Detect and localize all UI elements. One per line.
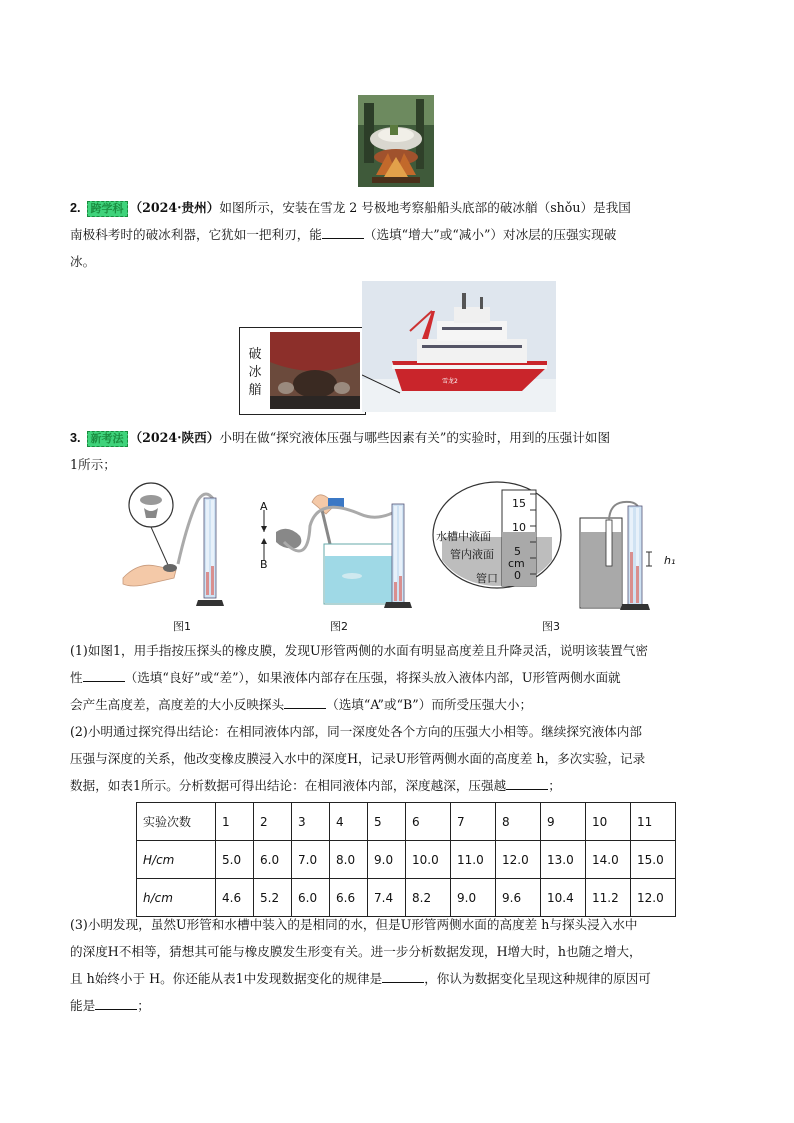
q3-number: 3. <box>70 431 81 445</box>
table-cell: h/cm <box>137 879 216 917</box>
point-b-label: B <box>260 558 268 571</box>
table-cell: 12.0 <box>631 879 676 917</box>
table-cell: 9.0 <box>451 879 496 917</box>
table-cell: 7 <box>451 803 496 841</box>
q3-part3-text-1: (3)小明发现，虽然U形管和水槽中装入的是相同的水，但是U形管两侧水面的高度差 h与探头浸入水中 <box>70 917 638 932</box>
table-cell: 8.0 <box>330 841 368 879</box>
tube-level-label: 管内液面 <box>450 548 494 561</box>
q3-part1-text-3a: 会产生高度差，高度差的大小反映探头 <box>70 697 285 712</box>
table-cell: 9 <box>541 803 586 841</box>
icebreaker-inset <box>239 327 366 415</box>
q3-part3-blank-2[interactable] <box>95 997 137 1010</box>
q2-text-2b: （选填“增大”或“减小”）对冰层的压强实现破 <box>363 227 617 242</box>
q3-part2-line1 <box>70 718 730 745</box>
q3-text-2: 1所示； <box>70 457 116 472</box>
figure-2-diagram <box>248 486 428 610</box>
tube-mouth-label: 管口 <box>476 572 498 585</box>
q3-part2-text-2: 压强与深度的关系，他改变橡皮膜浸入水中的深度H，记录U形管两侧水面的高度差 h，多次实验，记录 <box>70 751 646 766</box>
q3-part3-text-4a: 能是 <box>70 998 96 1013</box>
q3-line1 <box>70 424 730 452</box>
table-cell: 8 <box>496 803 541 841</box>
scale-tick-15: 15 <box>512 497 526 510</box>
table-cell: 3 <box>292 803 330 841</box>
q3-part3-line2 <box>70 938 730 965</box>
tank-level-label: 水槽中液面 <box>436 530 491 543</box>
table-cell: 12.0 <box>496 841 541 879</box>
q3-part1-text-2a: 性 <box>70 670 83 685</box>
table-cell: 4 <box>330 803 368 841</box>
figure-1-diagram <box>118 480 238 610</box>
q3-part3-line4 <box>70 992 730 1019</box>
table-cell: H/cm <box>137 841 216 879</box>
table-cell: 11 <box>631 803 676 841</box>
scale-tick-0: 0 <box>514 569 521 582</box>
inset-label-2: 冰 <box>248 365 262 380</box>
q3-part3-blank-1[interactable] <box>382 970 424 983</box>
table-cell: 10.0 <box>406 841 451 879</box>
q3-text-1: 小明在做“探究液体压强与哪些因素有关”的实验时，用到的压强计如图 <box>219 430 611 445</box>
table-cell: 7.4 <box>368 879 406 917</box>
table-cell: 6.0 <box>254 841 292 879</box>
table-cell: 1 <box>216 803 254 841</box>
inset-label-1: 破 <box>248 347 262 362</box>
h1-label: h₁ <box>664 554 676 567</box>
table-cell: 14.0 <box>586 841 631 879</box>
table-cell: 6.6 <box>330 879 368 917</box>
table-cell: 11.0 <box>451 841 496 879</box>
table-cell: 9.0 <box>368 841 406 879</box>
q3-part1-text-1: (1)如图1，用手指按压探头的橡皮膜，发现U形管两侧的水面有明显高度差且升降灵活，说明该装置气密 <box>70 643 648 658</box>
table-header-row <box>137 803 676 841</box>
q3-part3-text-2: 的深度H不相等，猜想其可能与橡皮膜发生形变有关。进一步分析数据发现，H增大时，h也随之增大， <box>70 944 642 959</box>
q2-number: 2. <box>70 201 81 215</box>
q3-part2-blank[interactable] <box>506 777 548 790</box>
q2-line2 <box>70 221 730 248</box>
table-cell: 6 <box>406 803 451 841</box>
q2-answer-blank[interactable] <box>322 226 364 239</box>
q3-source: （2024·陕西） <box>129 430 220 445</box>
q2-text-1: 如图所示，安装在雪龙 2 号极地考察船船头底部的破冰艏（shǒu）是我国 <box>219 200 631 215</box>
data-table <box>136 802 676 917</box>
figure-1-caption: 图1 <box>173 620 191 633</box>
q3-part3-text-4b: ； <box>137 998 150 1013</box>
table-cell: 6.0 <box>292 879 330 917</box>
q3-line2 <box>70 451 730 478</box>
q3-part3-line1 <box>70 911 730 938</box>
ship-name-text: 雪龙2 <box>442 378 458 385</box>
q3-part3-text-3b: ，你认为数据变化呈现这种规律的原因可 <box>424 971 651 986</box>
table-cell: 实验次数 <box>137 803 216 841</box>
inset-label-3: 艏 <box>248 383 262 398</box>
q3-part2-line3 <box>70 772 730 799</box>
table-cell: 5.0 <box>216 841 254 879</box>
table-cell: 5 <box>368 803 406 841</box>
table-cell: 11.2 <box>586 879 631 917</box>
top-photo <box>358 95 434 187</box>
q3-part1-line3 <box>70 691 730 718</box>
scale-tick-10: 10 <box>512 521 526 534</box>
table-cell: 4.6 <box>216 879 254 917</box>
q3-tag: 新考法 <box>87 431 128 447</box>
q3-part1-line2 <box>70 664 730 691</box>
q2-line3 <box>70 248 730 275</box>
table-cell: 15.0 <box>631 841 676 879</box>
q3-part3-text-3a: 且 h始终小于 H。你还能从表1中发现数据变化的规律是 <box>70 971 383 986</box>
q3-part2-text-3a: 数据，如表1所示。分析数据可得出结论：在相同液体内部，深度越深，压强越 <box>70 778 507 793</box>
q3-part2-text-1: (2)小明通过探究得出结论：在相同液体内部，同一深度处各个方向的压强大小相等。继续探究液体内部 <box>70 724 642 739</box>
scale-unit: cm <box>508 557 525 570</box>
table-cell: 2 <box>254 803 292 841</box>
figure-2-caption: 图2 <box>330 620 348 633</box>
q3-part2-line2 <box>70 745 730 772</box>
q3-part1-blank-2[interactable] <box>284 696 326 709</box>
q3-part2-text-3b: ； <box>548 778 561 793</box>
inset-pointer-line <box>362 365 402 395</box>
table-cell: 7.0 <box>292 841 330 879</box>
q2-text-2a: 南极科考时的破冰利器，它犹如一把利刃，能 <box>70 227 322 242</box>
q3-part1-text-3b: （选填“A”或“B”）而所受压强大小； <box>326 697 533 712</box>
q2-tag: 跨学科 <box>87 201 128 217</box>
scale-tick-5: 5 <box>514 545 521 558</box>
table-cell: 13.0 <box>541 841 586 879</box>
q3-part1-blank-1[interactable] <box>83 669 125 682</box>
q3-part1-text-2b: （选填“良好”或“差”），如果液体内部存在压强，将探头放入液体内部，U形管两侧水面就 <box>124 670 621 685</box>
table-cell: 9.6 <box>496 879 541 917</box>
figure-3-caption: 图3 <box>542 620 560 633</box>
q3-part1-line1 <box>70 637 730 664</box>
table-cell: 5.2 <box>254 879 292 917</box>
table-cell: 10 <box>586 803 631 841</box>
q3-part3-line3 <box>70 965 730 992</box>
table-cell: 8.2 <box>406 879 451 917</box>
table-row <box>137 841 676 879</box>
q2-text-3: 冰。 <box>70 254 96 269</box>
q2-source: （2024·贵州） <box>129 200 220 215</box>
table-cell: 10.4 <box>541 879 586 917</box>
point-a-label: A <box>260 500 268 513</box>
q2-line1 <box>70 194 730 222</box>
